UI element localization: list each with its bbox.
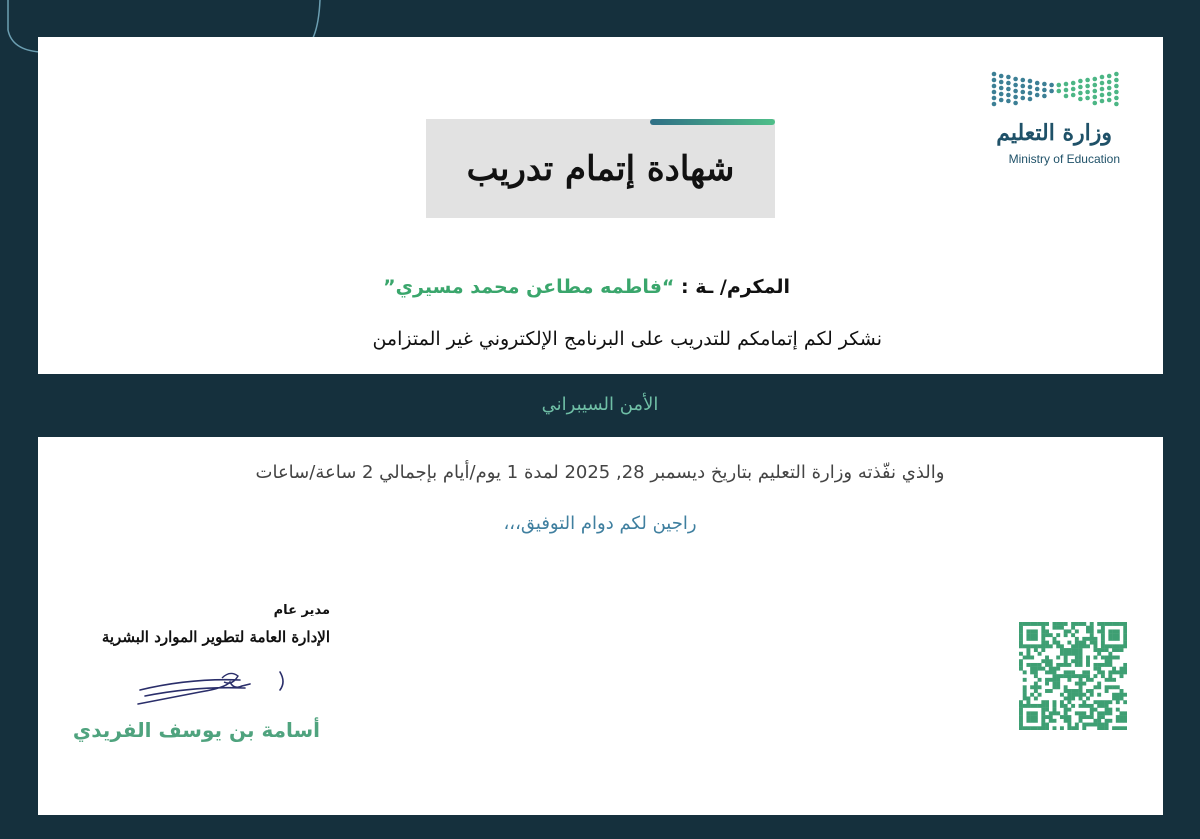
qr-code-icon: [1019, 622, 1127, 730]
ministry-name-english: Ministry of Education: [1008, 152, 1120, 166]
certificate-title: شهادة إتمام تدريب: [466, 149, 735, 189]
title-accent-bar: [650, 119, 775, 125]
honoree-line: [0, 276, 790, 298]
honoree-name: “فاطمه مطاعن محمد مسيري”: [383, 276, 675, 298]
signatory-department: الإدارة العامة لتطوير الموارد البشرية: [101, 628, 330, 646]
ministry-logo: [990, 70, 1120, 170]
signatory-name: أسامة بن يوسف الفريدي: [72, 718, 320, 742]
ministry-name-arabic: وزارة التعليم: [996, 120, 1112, 146]
handwritten-signature-icon: [130, 660, 290, 715]
closing-line: راجين لكم دوام التوفيق،،،: [503, 513, 697, 534]
certificate-title-box: [426, 119, 775, 218]
ministry-dot-logo-icon: [990, 70, 1120, 110]
signatory-title: مدير عام: [273, 603, 330, 618]
program-name: الأمن السيبراني: [541, 394, 659, 415]
training-details: والذي نفّذته وزارة التعليم بتاريخ ديسمبر 28, 2025 لمدة 1 يوم/أيام بإجمالي 2 ساعة/ساعات: [255, 462, 945, 483]
honoree-label: المكرم/ ـة :: [681, 276, 790, 298]
thanks-line: نشكر لكم إتمامكم للتدريب على البرنامج الإلكتروني غير المتزامن: [372, 328, 882, 350]
certificate-bottom-panel: [38, 437, 1163, 815]
